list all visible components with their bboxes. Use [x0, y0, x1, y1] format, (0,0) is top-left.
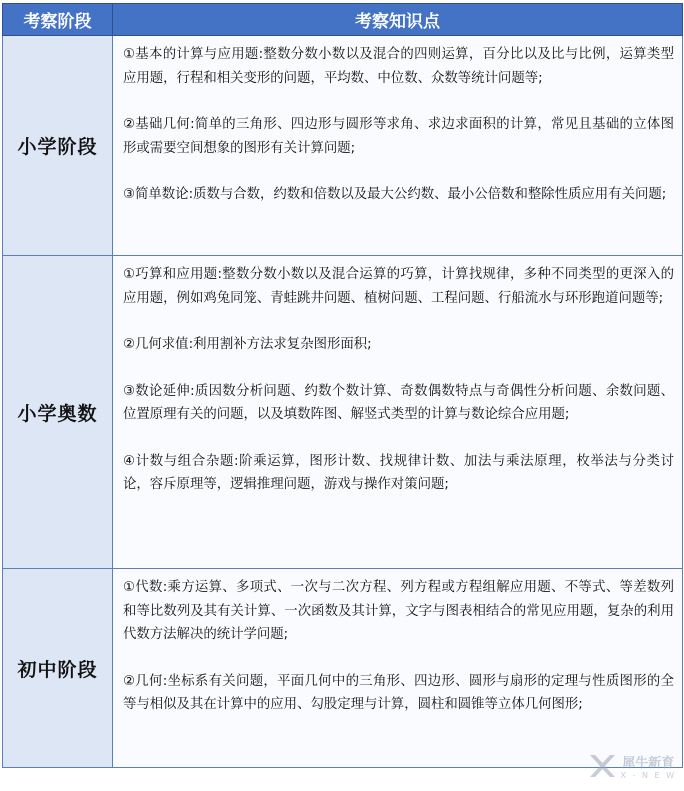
header-knowledge-points: 考察知识点	[113, 4, 683, 36]
knowledge-point: ③数论延伸:质因数分析问题、约数个数计算、奇数偶数特点与奇偶性分析问题、余数问题、位置原理有关的问题，以及填数阵图、解竖式类型的计算与数论综合应用题;	[123, 383, 674, 422]
knowledge-point: ①基本的计算与应用题:整数分数小数以及混合的四则运算，百分比以及比与比例，运算类型应用题，行程和相关变形的问题，平均数、中位数、众数等统计问题等;	[123, 47, 674, 86]
table-row-middle-school	[3, 569, 683, 768]
table-row-primary	[3, 36, 683, 256]
watermark-brand-cn: 犀牛新育	[622, 755, 675, 771]
knowledge-table	[2, 3, 683, 771]
watermark-brand-en: X - N E W	[620, 770, 676, 780]
points-cell-middle-school	[113, 569, 683, 771]
points-cell-olympiad	[113, 256, 683, 569]
x-logo-icon	[587, 751, 617, 785]
knowledge-point: ①巧算和应用题:整数分数小数以及混合运算的巧算，计算找规律，多种不同类型的更深入的应用题，例如鸡兔同笼、青蛙跳井问题、植树问题、工程问题、行船流水与环形跑道问题等;	[123, 267, 674, 306]
points-cell-primary	[113, 36, 683, 256]
table-header-row	[3, 4, 683, 36]
knowledge-point: ②几何求值:利用割补方法求复杂图形面积;	[123, 337, 372, 352]
table-row-olympiad	[3, 256, 683, 569]
stage-cell-primary: 小学阶段	[3, 36, 113, 256]
knowledge-point: ②基础几何:简单的三角形、四边形与圆形等求角、求边求面积的计算，常见且基础的立体图形或需要空间想象的图形有关计算问题;	[123, 117, 674, 156]
knowledge-point: ①代数:乘方运算、多项式、一次与二次方程、列方程或方程组解应用题、不等式、等差数列和等比数列及其有关计算、一次函数及其计算，文字与图表相结合的常见应用题，复杂的利用代数方法解决的统计学问题;	[123, 580, 674, 642]
knowledge-point: ②几何:坐标系有关问题，平面几何中的三角形、四边形、圆形与扇形的定理与性质图形的全等与相似及其在计算中的应用、勾股定理与计算，圆柱和圆锥等立体几何图形;	[123, 673, 674, 712]
knowledge-point: ③简单数论:质数与合数，约数和倍数以及最大公约数、最小公倍数和整除性质应用有关问题;	[123, 187, 667, 202]
stage-cell-middle-school: 初中阶段	[3, 569, 113, 768]
header-stage: 考察阶段	[3, 4, 113, 36]
stage-cell-olympiad: 小学奥数	[3, 256, 113, 569]
knowledge-point: ④计数与组合杂题:阶乘运算，图形计数、找规律计数、加法与乘法原理，枚举法与分类讨论，容斥原理等，逻辑推理问题，游戏与操作对策问题;	[123, 453, 674, 492]
brand-watermark	[587, 751, 677, 785]
